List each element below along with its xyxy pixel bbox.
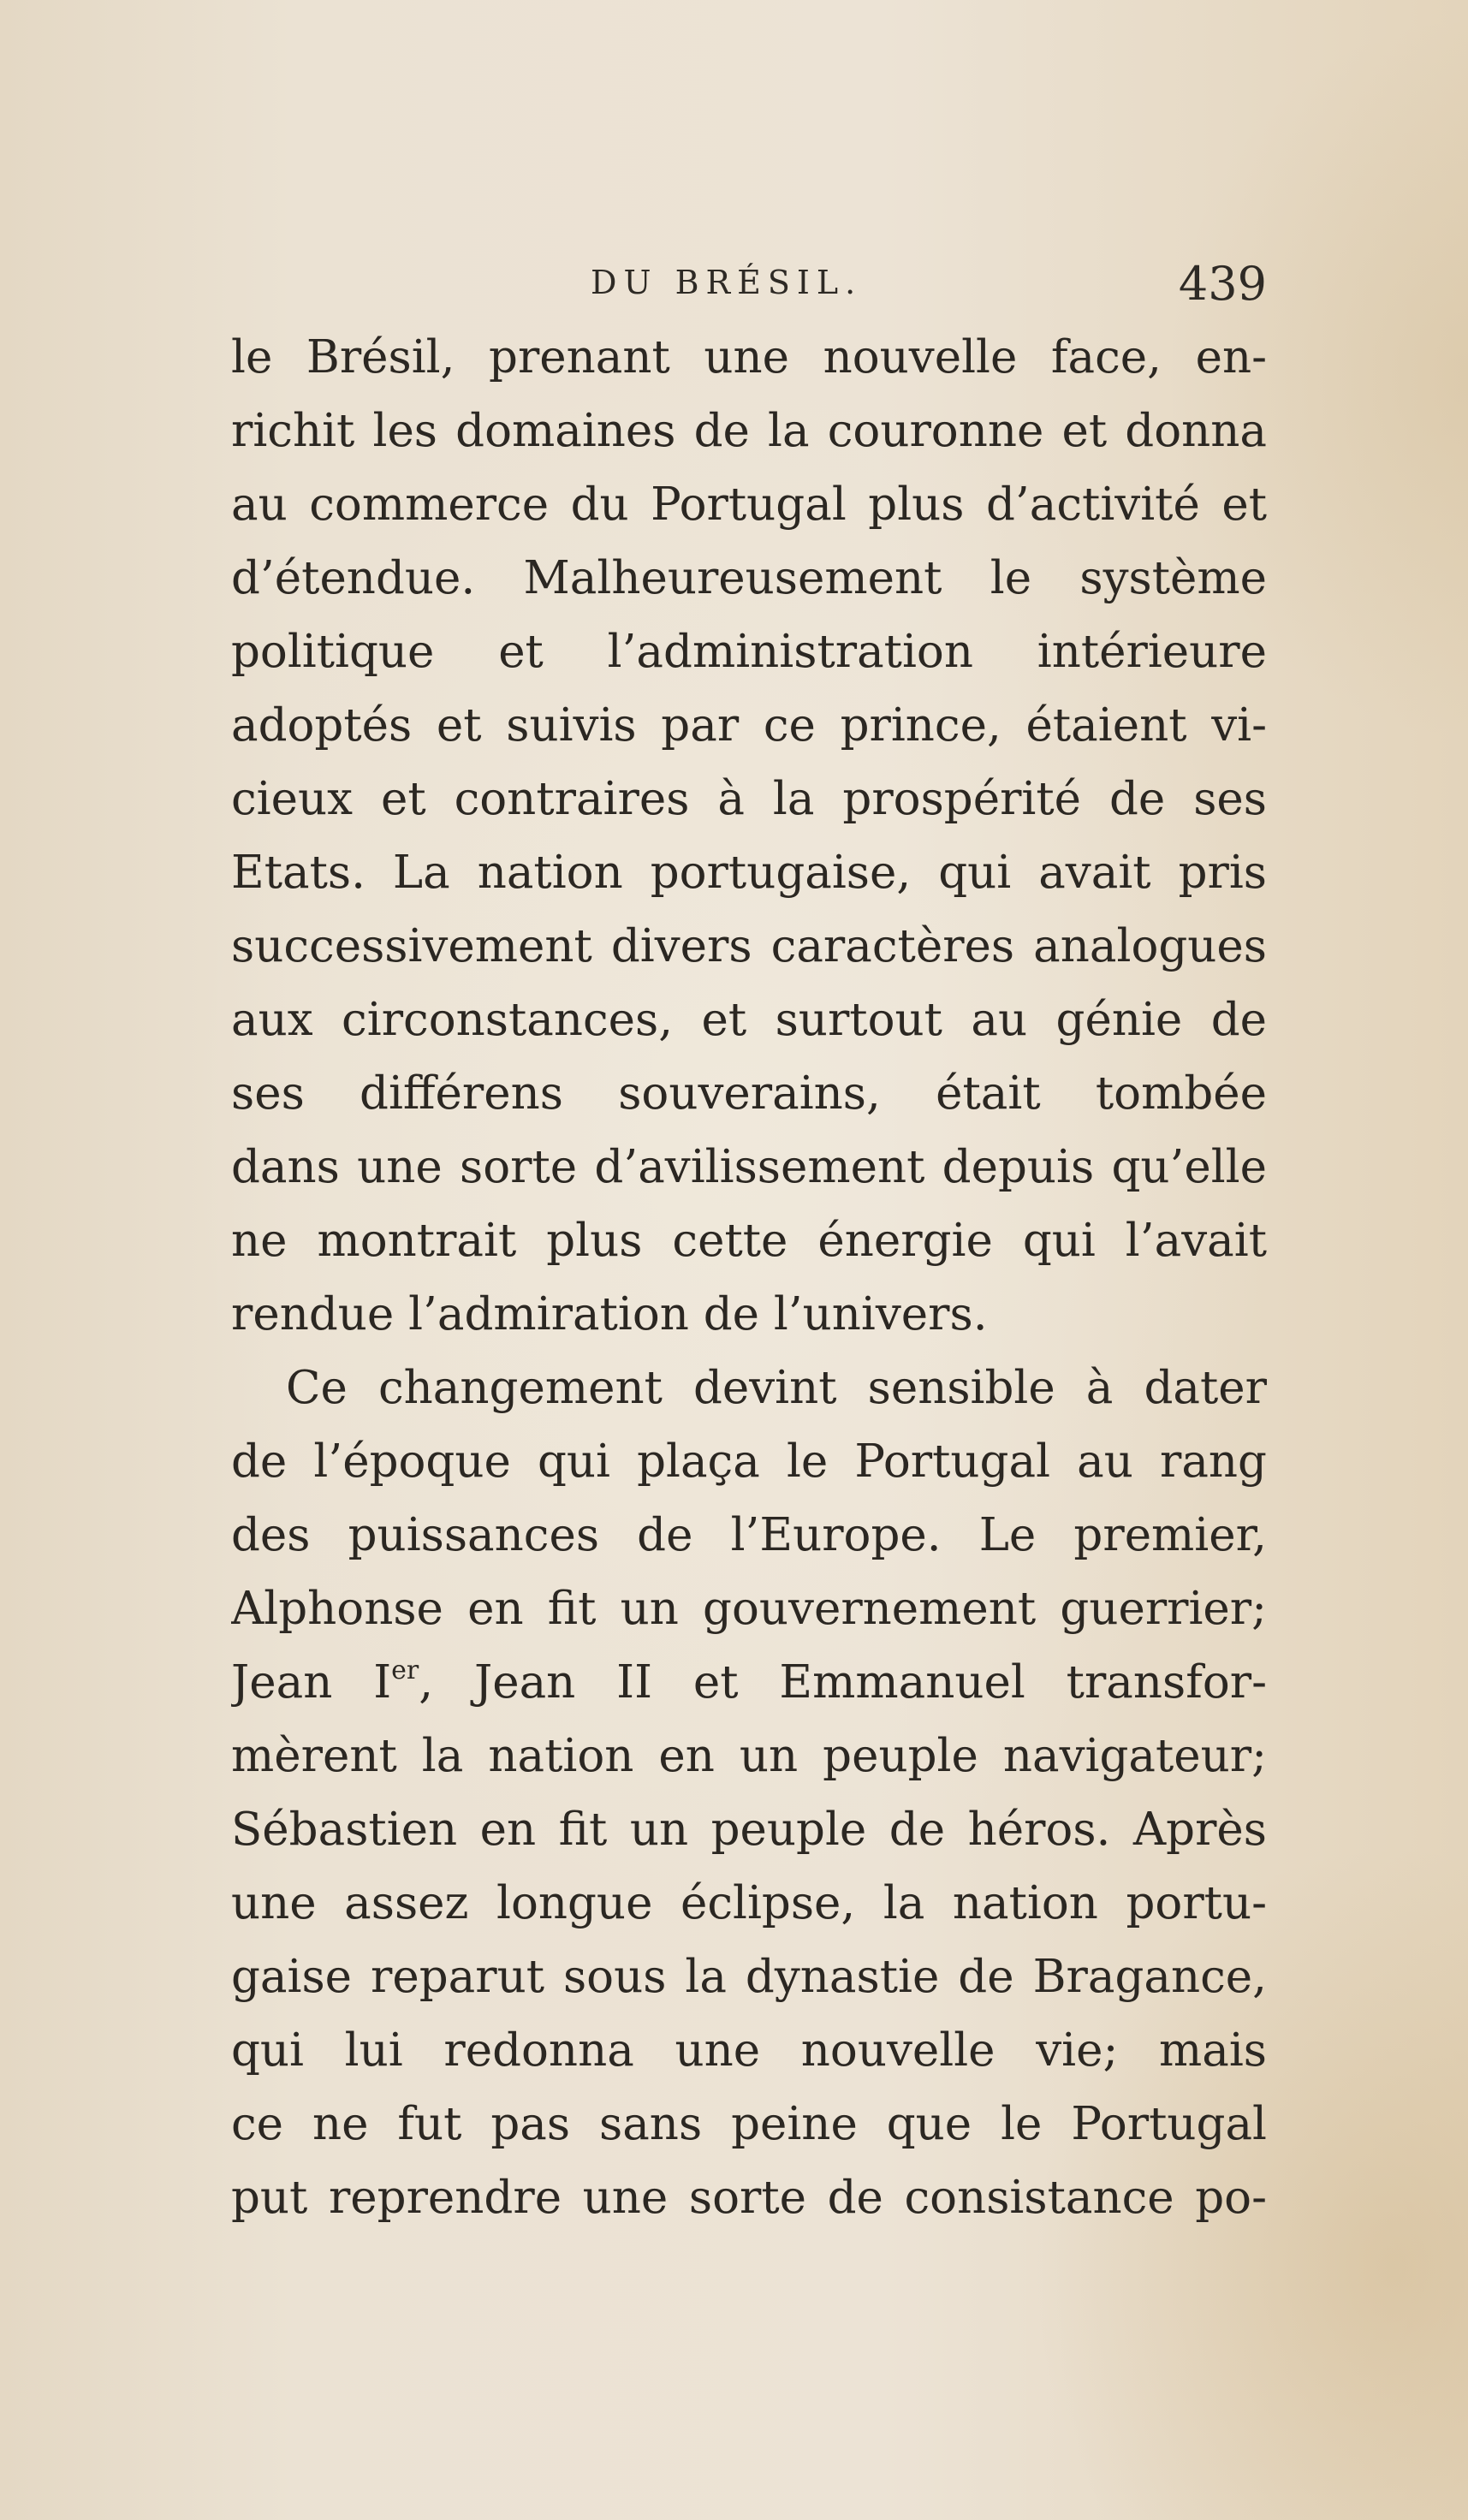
text-line: cieux et contraires à la prospérité de ses <box>231 773 1267 825</box>
text-line: Sébastien en fit un peuple de héros. Après <box>231 1804 1267 1856</box>
text-line: adoptés et suivis par ce prince, étaient vi- <box>231 699 1267 752</box>
text-line: ce ne fut pas sans peine que le Portugal <box>231 2098 1267 2150</box>
text-line: successivement divers caractères analogues <box>231 920 1267 972</box>
text-line: rendue l’admiration de l’univers. <box>231 1288 988 1340</box>
body-text <box>231 321 1267 2235</box>
page-number: 439 <box>1178 257 1267 311</box>
page-header <box>231 257 1267 311</box>
paragraph-1 <box>231 321 1267 1352</box>
text-line: mèrent la nation en un peuple navigateur; <box>231 1730 1267 1782</box>
text-line: ses différens souverains, était tombée <box>231 1067 1267 1120</box>
text-line: d’étendue. Malheureusement le système <box>231 552 1267 604</box>
text-line: une assez longue éclipse, la nation portu- <box>231 1877 1267 1929</box>
text-line: des puissances de l’Europe. Le premier, <box>231 1509 1267 1561</box>
text-line: qui lui redonna une nouvelle vie; mais <box>231 2024 1267 2077</box>
text-line: le Brésil, prenant une nouvelle face, en- <box>231 331 1267 383</box>
text-line: Ce changement devint sensible à dater <box>286 1362 1267 1414</box>
running-title: DU BRÉSIL. <box>591 264 863 301</box>
text-line: richit les domaines de la couronne et donna <box>231 405 1267 457</box>
text-line: Alphonse en fit un gouvernement guerrier; <box>231 1583 1267 1635</box>
text-line: politique et l’administration intérieure <box>231 626 1267 678</box>
text-line: Etats. La nation portugaise, qui avait pris <box>231 847 1267 899</box>
paragraph-2 <box>231 1352 1267 2235</box>
text-line: de l’époque qui plaça le Portugal au rang <box>231 1435 1267 1488</box>
text-line: aux circonstances, et surtout au génie de <box>231 994 1267 1046</box>
text-line: ne montrait plus cette énergie qui l’avait <box>231 1215 1267 1267</box>
text-line line-with-superscript: Jean Ier, Jean II et Emmanuel transfor- <box>231 1655 1267 1709</box>
ordinal-superscript: er <box>391 1655 419 1685</box>
text-line: put reprendre une sorte de consistance po- <box>231 2172 1267 2224</box>
text-line: gaise reparut sous la dynastie de Bragance, <box>231 1951 1267 2003</box>
text-line: dans une sorte d’avilissement depuis qu’elle <box>231 1141 1267 1193</box>
text-line: au commerce du Portugal plus d’activité et <box>231 478 1267 531</box>
